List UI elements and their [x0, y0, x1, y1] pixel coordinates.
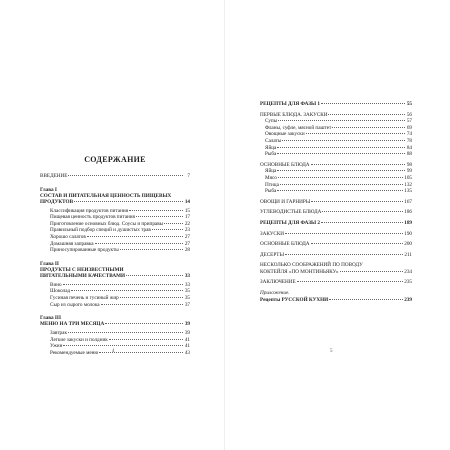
toc-page-number: 190 — [404, 230, 412, 237]
left-toc — [40, 173, 190, 356]
toc-row[interactable] — [40, 214, 190, 221]
toc-page-number: 33 — [184, 281, 190, 288]
dot-leader — [321, 103, 405, 104]
dot-leader — [87, 236, 183, 237]
note-lines — [260, 262, 412, 269]
toc-row[interactable] — [260, 138, 412, 145]
toc-entry-label: ЗАКЛЮЧЕНИЕ — [260, 279, 296, 286]
toc-row[interactable] — [260, 162, 412, 169]
toc-entry-label: Легкие закуски и полдник — [50, 336, 108, 343]
toc-page-number: 98 — [406, 161, 412, 168]
toc-row[interactable] — [260, 199, 412, 206]
dot-leader — [297, 281, 404, 282]
toc-page-number: 57 — [406, 118, 412, 125]
page-number-left: 4 — [112, 349, 115, 354]
toc-row[interactable] — [260, 131, 412, 138]
toc-row[interactable] — [260, 118, 412, 125]
toc-row[interactable] — [40, 241, 190, 248]
toc-page-number: 78 — [406, 137, 412, 144]
toc-row[interactable] — [260, 241, 412, 248]
dot-leader — [285, 233, 403, 234]
dot-leader — [285, 254, 403, 255]
dot-leader — [120, 249, 183, 250]
toc-page-number: 33 — [184, 273, 190, 280]
toc-page-number: 39 — [184, 329, 190, 336]
toc-page-number: 7 — [187, 173, 190, 179]
dot-leader — [321, 222, 403, 223]
toc-entry-label: РЕЦЕПТЫ ДЛЯ ФАЗЫ 1 — [260, 101, 320, 107]
toc-row-note[interactable] — [260, 269, 412, 276]
toc-page-number: 22 — [184, 220, 190, 227]
toc-page-number: 235 — [404, 279, 412, 286]
toc-entry-label: Супы — [265, 118, 278, 125]
toc-row[interactable] — [260, 252, 412, 259]
toc-entry-label: Салаты — [265, 137, 282, 144]
dot-leader — [282, 140, 405, 141]
toc-row[interactable] — [40, 343, 190, 350]
toc-page-number: 234 — [404, 268, 412, 275]
toc-row[interactable] — [40, 234, 190, 241]
toc-entry-label: Приносупированные продукты — [50, 247, 119, 254]
toc-entry-label: ОСНОВНЫЕ БЛЮДА — [260, 161, 310, 168]
toc-entry-label: Пищевая ценность продуктов питания — [50, 214, 135, 221]
toc-row[interactable] — [40, 302, 190, 309]
toc-entry-label: Приготовление основных блюд. Соусы и приправы — [50, 220, 164, 227]
toc-entry-label: Яйца — [265, 144, 277, 151]
toc-row[interactable] — [40, 337, 190, 344]
dot-leader — [328, 114, 405, 115]
dot-leader — [101, 304, 183, 305]
toc-row[interactable] — [260, 168, 412, 175]
toc-entry-label: Домашняя заправка — [50, 240, 94, 247]
chapter-label: Глава III — [40, 315, 61, 322]
toc-row-intro[interactable] — [40, 173, 190, 180]
toc-row[interactable] — [260, 175, 412, 182]
toc-row[interactable] — [40, 227, 190, 234]
dot-leader — [277, 170, 405, 171]
toc-row[interactable] — [260, 112, 412, 119]
dot-leader — [164, 223, 183, 224]
spacer — [40, 180, 190, 187]
toc-page-number: 88 — [406, 151, 412, 158]
dot-leader — [71, 290, 183, 291]
toc-page-number: 28 — [184, 247, 190, 254]
dot-leader — [332, 127, 405, 128]
toc-page-number: 55 — [406, 101, 412, 107]
toc-page-number: 239 — [404, 296, 412, 303]
toc-entry-label: Рекомендуемые меню — [50, 349, 99, 356]
toc-row-appendix[interactable] — [260, 297, 412, 304]
dot-leader — [152, 229, 183, 230]
toc-entry-label: Ужин — [50, 343, 63, 350]
dot-leader — [120, 297, 183, 298]
toc-page-number: 43 — [184, 349, 190, 356]
toc-page-number: 211 — [404, 251, 412, 258]
toc-row[interactable] — [260, 151, 412, 158]
toc-entry-label: Рыба — [265, 188, 277, 195]
right-toc — [260, 101, 412, 303]
dot-leader — [340, 271, 404, 272]
toc-page-number: 15 — [184, 207, 190, 214]
toc-row[interactable] — [260, 182, 412, 189]
toc-entry-label: ЗАКУСКИ — [260, 230, 285, 237]
toc-entry-label: КОКТЕЙЛЯ «ПО МОНТИНЬЯКУ» — [260, 268, 339, 275]
toc-row[interactable] — [260, 231, 412, 238]
toc-page-number: 132 — [404, 181, 412, 188]
toc-page-number: 37 — [184, 301, 190, 308]
toc-entry-label: ПИТАТЕЛЬНЫМИ КАЧЕСТВАМИ — [40, 273, 126, 280]
toc-entry-label: ОВОЩИ И ГАРНИРЫ — [260, 198, 311, 205]
dot-leader — [277, 190, 403, 191]
toc-entry-label: Мясо — [265, 174, 277, 181]
toc-entry-label: Классификация продуктов питания — [50, 207, 129, 214]
toc-page-number: 99 — [406, 168, 412, 175]
dot-leader — [68, 175, 183, 176]
toc-row[interactable] — [260, 145, 412, 152]
spacer — [40, 254, 190, 261]
dot-leader — [109, 339, 183, 340]
toc-entry-label: Птица — [265, 181, 279, 188]
toc-entry-label: Сыр из сырого молока — [50, 301, 100, 308]
toc-entry-label: ОСНОВНЫЕ БЛЮДА — [260, 241, 310, 248]
toc-entry-label: ДЕСЕРТЫ — [260, 251, 284, 258]
dot-leader — [278, 177, 403, 178]
toc-entry-label: Яйца — [265, 168, 277, 175]
dot-leader — [329, 299, 403, 300]
toc-page-number: 27 — [184, 240, 190, 247]
toc-entry-label: Овощные закуски — [265, 131, 305, 138]
toc-row-conclusion[interactable] — [260, 279, 412, 286]
toc-entry-label: Вино — [50, 281, 62, 288]
right-entry-list — [260, 101, 412, 258]
dot-leader — [277, 147, 405, 148]
toc-entry-label: УГЛЕВОДИСТЫЕ БЛЮДА — [260, 209, 322, 216]
dot-leader — [322, 211, 403, 212]
toc-row[interactable] — [40, 288, 190, 295]
toc-row[interactable] — [40, 247, 190, 254]
toc-page-number: 186 — [404, 209, 412, 216]
toc-page-number: 84 — [406, 144, 412, 151]
toc-page-number: 27 — [184, 233, 190, 240]
toc-row[interactable] — [40, 321, 190, 328]
toc-entry-label: ВВЕДЕНИЕ — [40, 173, 68, 179]
dot-leader — [280, 184, 403, 185]
toc-row[interactable] — [260, 209, 412, 216]
toc-row[interactable] — [40, 199, 190, 206]
toc-entry-label: ПРОДУКТОВ — [40, 199, 74, 205]
toc-entry-label: Фланы, суфле, мясной паштет — [265, 124, 332, 131]
toc-entry-label: МЕНЮ НА ТРИ МЕСЯЦА — [40, 321, 105, 328]
dot-leader — [68, 332, 183, 333]
toc-row[interactable] — [260, 101, 412, 108]
chapter-title: ПРОДУКТЫ С НЕИЗВЕСТНЫМИ — [40, 266, 124, 273]
toc-entry-label: Правильный подбор специй и душистых трав — [50, 227, 151, 234]
toc-entry-label: Шоколад — [50, 288, 71, 295]
toc-row[interactable] — [260, 125, 412, 132]
toc-page-number: 35 — [184, 288, 190, 295]
dot-leader — [126, 275, 183, 276]
chapter-title: СОСТАВ И ПИТАТЕЛЬНАЯ ЦЕННОСТЬ ПИЩЕВЫХ — [40, 192, 172, 199]
toc-page-number: 39 — [184, 321, 190, 328]
dot-leader — [311, 243, 404, 244]
toc-entry-label: РЕЦЕПТЫ ДЛЯ ФАЗЫ 2 — [260, 219, 320, 226]
toc-entry-label: Рецепты РУССКОЙ КУХНИ — [260, 296, 329, 303]
toc-row[interactable] — [260, 220, 412, 227]
chapter-label: Глава I — [40, 186, 57, 193]
toc-page-number: 69 — [406, 124, 412, 131]
right-page — [225, 0, 450, 450]
chapter-list — [40, 180, 190, 357]
toc-entry-label: Хорошо салатов — [50, 233, 86, 240]
dot-leader — [278, 120, 405, 121]
dot-leader — [74, 201, 183, 202]
dot-leader — [311, 201, 403, 202]
toc-page-number: 189 — [404, 219, 412, 226]
toc-page-number: 35 — [184, 294, 190, 301]
toc-page-number: 41 — [184, 343, 190, 350]
dot-leader — [95, 243, 183, 244]
dot-leader — [63, 345, 183, 346]
toc-row[interactable] — [40, 208, 190, 215]
toc-row[interactable] — [260, 188, 412, 195]
spacer — [40, 308, 190, 315]
toc-page-number: 135 — [404, 188, 412, 195]
toc-entry-label: Завтрак — [50, 329, 67, 336]
toc-page-number: 200 — [404, 241, 412, 248]
toc-page-number: 56 — [406, 111, 412, 118]
dot-leader — [277, 153, 405, 154]
dot-leader — [136, 216, 183, 217]
dot-leader — [63, 284, 183, 285]
toc-page-number: 23 — [184, 227, 190, 234]
toc-entry-label: Рыба — [265, 151, 277, 158]
chapter-label: Глава II — [40, 260, 59, 267]
toc-page-number: 17 — [184, 214, 190, 221]
toc-row[interactable] — [40, 350, 190, 357]
toc-entry-label: Гусиная печень и гусиный жир — [50, 294, 119, 301]
toc-row[interactable] — [40, 330, 190, 337]
toc-row[interactable] — [40, 282, 190, 289]
appendix-label: Приложение. — [260, 290, 290, 297]
toc-page-number: 14 — [184, 199, 190, 205]
toc-page-number: 105 — [404, 174, 412, 181]
toc-page-number: 167 — [404, 198, 412, 205]
toc-page-number: 74 — [406, 131, 412, 138]
toc-page-number: 41 — [184, 336, 190, 343]
dot-leader — [311, 164, 405, 165]
toc-row[interactable] — [40, 273, 190, 280]
toc-row[interactable] — [40, 295, 190, 302]
dot-leader — [129, 210, 183, 211]
dot-leader — [306, 133, 405, 134]
toc-entry-label: ПЕРВЫЕ БЛЮДА. ЗАКУСКИ — [260, 111, 328, 118]
note-line: НЕСКОЛЬКО СООБРАЖЕНИЙ ПО ПОВОДУ — [260, 262, 363, 269]
page-title: СОДЕРЖАНИЕ — [84, 155, 146, 164]
dot-leader — [105, 323, 183, 324]
page-number-right: 5 — [330, 349, 333, 354]
